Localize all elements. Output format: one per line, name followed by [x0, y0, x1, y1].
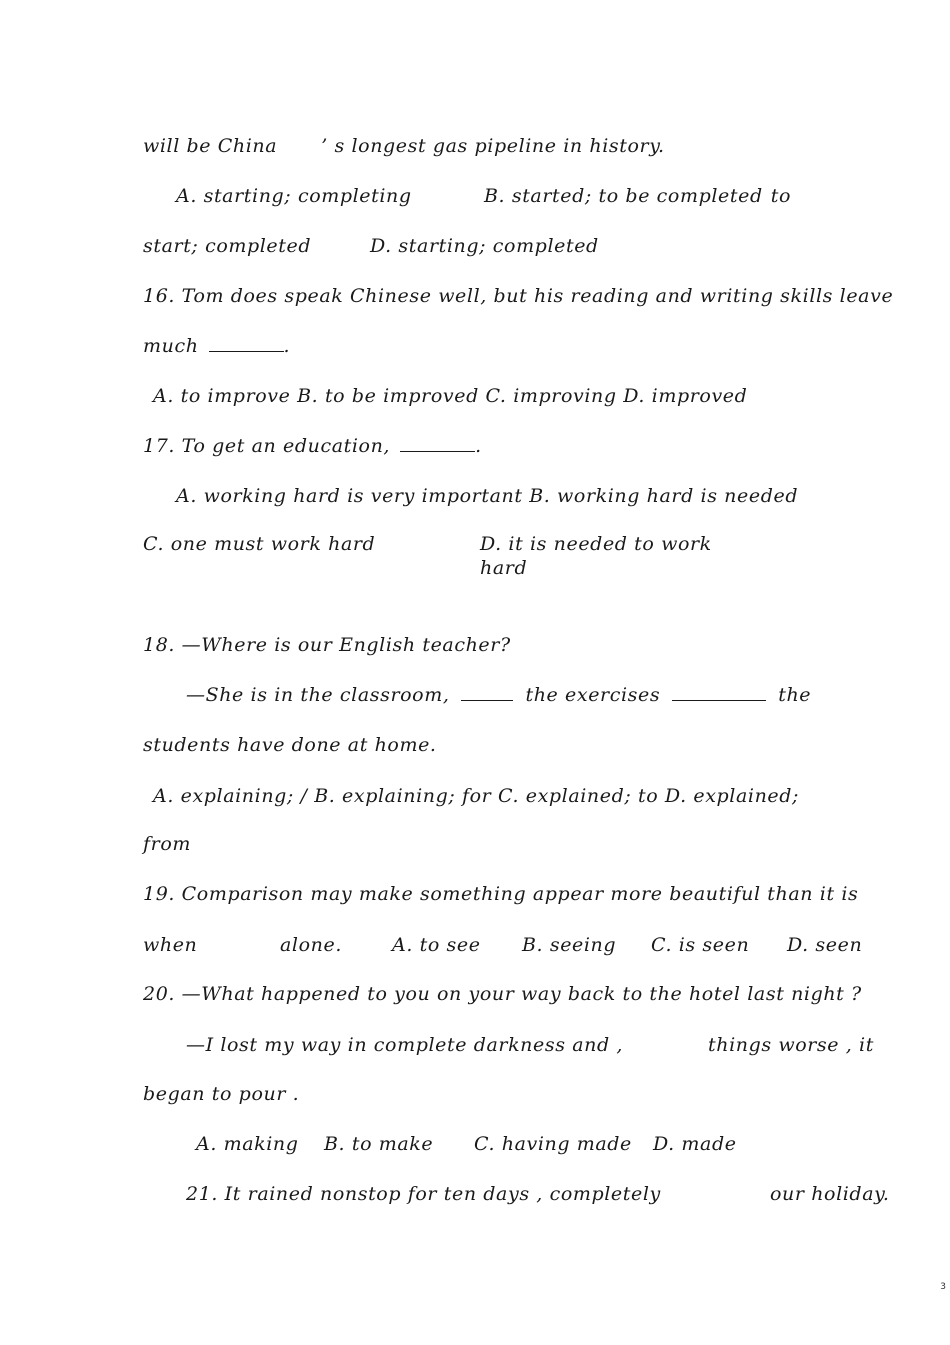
- q17-line1: [143, 434, 482, 458]
- q20-option-a: A. making: [196, 1133, 299, 1155]
- q15-option-b: [484, 184, 791, 208]
- q15-option-b-text: B. started; to be completed: [484, 185, 763, 207]
- q16-blank: [209, 335, 284, 352]
- q18-blank-1: [461, 684, 513, 701]
- q16-text-a: much: [143, 335, 199, 357]
- q17-options-ab: A. working hard is very important B. working hard is needed: [176, 485, 799, 507]
- q17-blank: [400, 435, 475, 452]
- q19-option-b: B. seeing: [522, 934, 617, 956]
- q20-line2-a: —I lost my way in complete darkness and ,: [186, 1034, 624, 1056]
- q19-line2-b: alone.: [280, 934, 342, 956]
- q18-blank-2: [672, 684, 766, 701]
- q18-options-cont: from: [143, 833, 191, 855]
- q17-option-d-line1: D. it is needed to work: [480, 533, 712, 555]
- q15-option-c-prefix: to: [770, 185, 791, 207]
- q15-text-b: ’ s longest gas pipeline in history.: [321, 135, 665, 157]
- q20-line1: 20. —What happened to you on your way back to the hotel last night ?: [143, 983, 862, 1005]
- q15-option-d: D. starting; completed: [370, 235, 599, 257]
- q19-line2-a: when: [143, 934, 198, 956]
- q17-text-a: 17. To get an education,: [143, 435, 391, 457]
- q18-text-a: —She is in the classroom,: [186, 684, 450, 706]
- q16-options: A. to improve B. to be improved C. improving D. improved: [153, 385, 748, 407]
- q15-text-a: will be China: [143, 135, 278, 157]
- q16-line2: [143, 334, 290, 358]
- q18-line2: [186, 683, 811, 707]
- q17-option-d-line2: hard: [480, 557, 528, 579]
- q20-option-b: B. to make: [324, 1133, 434, 1155]
- q19-option-a: A. to see: [392, 934, 481, 956]
- q15-option-c: start; completed: [143, 235, 312, 257]
- q18-text-c: the: [778, 684, 812, 706]
- q21-line1-a: 21. It rained nonstop for ten days , completely: [186, 1183, 661, 1205]
- q17-option-c: C. one must work hard: [143, 533, 376, 555]
- q19-option-d: D. seen: [787, 934, 863, 956]
- page-number: 3: [940, 1282, 946, 1292]
- q20-line3: began to pour .: [143, 1083, 300, 1105]
- q20-option-c: C. having made: [474, 1133, 632, 1155]
- q20-option-d: D. made: [653, 1133, 737, 1155]
- q18-text-b: the exercises: [525, 684, 661, 706]
- q17-text-b: .: [475, 435, 482, 457]
- q20-line2-b: things worse , it: [708, 1034, 874, 1056]
- q18-line1: 18. —Where is our English teacher?: [143, 634, 511, 656]
- q21-line1-b: our holiday.: [770, 1183, 890, 1205]
- q19-option-c: C. is seen: [651, 934, 750, 956]
- q19-line1: 19. Comparison may make something appear more beautiful than it is: [143, 883, 859, 905]
- q16-line1: 16. Tom does speak Chinese well, but his reading and writing skills leave: [143, 285, 894, 307]
- q18-options: A. explaining; / B. explaining; for C. explained; to D. explained;: [153, 785, 800, 807]
- q15-option-a: A. starting; completing: [176, 185, 412, 207]
- q18-line3: students have done at home.: [143, 734, 437, 756]
- q16-text-b: .: [283, 335, 291, 357]
- q15-line1: [143, 134, 665, 158]
